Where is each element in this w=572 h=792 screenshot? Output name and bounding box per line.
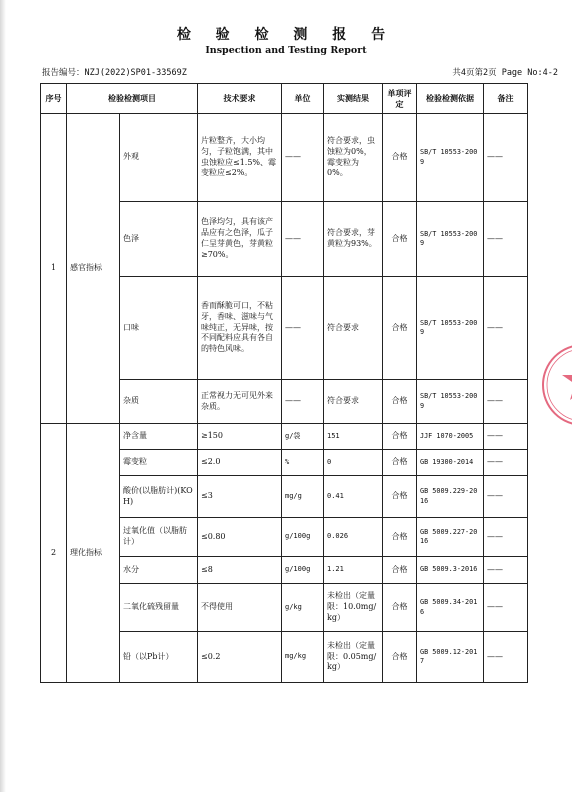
verdict-cell: 合格 xyxy=(383,632,417,683)
unit-cell: —— xyxy=(282,114,324,202)
item-name: 二氧化硫残留量 xyxy=(120,584,198,632)
verdict-cell: 合格 xyxy=(383,202,417,277)
requirement-cell: ≤2.0 xyxy=(198,450,282,476)
result-cell: 151 xyxy=(324,424,383,450)
item-name: 杂质 xyxy=(120,380,198,424)
item-name: 酸价(以脂肪计)(KOH) xyxy=(120,476,198,518)
table-row xyxy=(41,424,528,450)
report-number: 报告编号：NZJ(2022)SP01-33569Z xyxy=(42,68,187,78)
verdict-cell: 合格 xyxy=(383,450,417,476)
item-name: 净含量 xyxy=(120,424,198,450)
group-number: 1 xyxy=(41,114,67,424)
remark-cell: —— xyxy=(484,476,528,518)
basis-cell: SB/T 10553-2009 xyxy=(417,202,484,277)
item-name: 霉变粒 xyxy=(120,450,198,476)
seal-star-icon xyxy=(562,360,572,400)
requirement-cell: ≤0.80 xyxy=(198,518,282,557)
remark-cell: —— xyxy=(484,114,528,202)
unit-cell: —— xyxy=(282,277,324,380)
unit-cell: % xyxy=(282,450,324,476)
report-title-cn: 检 验 检 测 报 告 xyxy=(176,27,396,43)
col-header-requirement: 技术要求 xyxy=(198,84,282,114)
requirement-cell: ≥150 xyxy=(198,424,282,450)
result-cell: 1.21 xyxy=(324,557,383,584)
item-name: 过氧化值（以脂肪计） xyxy=(120,518,198,557)
remark-cell: —— xyxy=(484,277,528,380)
verdict-cell: 合格 xyxy=(383,557,417,584)
unit-cell: mg/kg xyxy=(282,632,324,683)
group-name: 理化指标 xyxy=(67,424,120,683)
verdict-cell: 合格 xyxy=(383,424,417,450)
basis-cell: GB 5009.12-2017 xyxy=(417,632,484,683)
remark-cell: —— xyxy=(484,450,528,476)
official-seal-stamp xyxy=(538,330,572,440)
requirement-cell: ≤0.2 xyxy=(198,632,282,683)
result-cell: 符合要求 xyxy=(324,277,383,380)
verdict-cell: 合格 xyxy=(383,518,417,557)
col-header-basis: 检验检测依据 xyxy=(417,84,484,114)
basis-cell: GB 19300-2014 xyxy=(417,450,484,476)
result-cell: 符合要求 xyxy=(324,380,383,424)
result-cell: 0.41 xyxy=(324,476,383,518)
item-name: 铅（以Pb计） xyxy=(120,632,198,683)
basis-cell: GB 5009.227-2016 xyxy=(417,518,484,557)
remark-cell: —— xyxy=(484,202,528,277)
result-cell: 未检出（定量限：10.0mg/kg） xyxy=(324,584,383,632)
remark-cell: —— xyxy=(484,380,528,424)
inspection-table xyxy=(40,83,528,683)
basis-cell: JJF 1070-2005 xyxy=(417,424,484,450)
col-header-verdict: 单项评定 xyxy=(383,84,417,114)
page-edge-shadow xyxy=(0,0,6,792)
basis-cell: GB 5009.34-2016 xyxy=(417,584,484,632)
remark-cell: —— xyxy=(484,632,528,683)
basis-cell: SB/T 10553-2009 xyxy=(417,380,484,424)
result-cell: 符合要求，芽黄粒为93%。 xyxy=(324,202,383,277)
col-header-unit: 单位 xyxy=(282,84,324,114)
requirement-cell: 片粒整齐，大小均匀，子粒饱满，其中虫蚀粒应≤1.5%、霉变粒应≤2%。 xyxy=(198,114,282,202)
page-number: 共4页第2页 Page No:4-2 xyxy=(452,68,558,78)
verdict-cell: 合格 xyxy=(383,277,417,380)
unit-cell: g/袋 xyxy=(282,424,324,450)
unit-cell: g/100g xyxy=(282,518,324,557)
group-name: 感官指标 xyxy=(67,114,120,424)
col-header-no: 序号 xyxy=(41,84,67,114)
col-header-remark: 备注 xyxy=(484,84,528,114)
requirement-cell: ≤8 xyxy=(198,557,282,584)
basis-cell: SB/T 10553-2009 xyxy=(417,114,484,202)
result-cell: 0 xyxy=(324,450,383,476)
basis-cell: GB 5009.229-2016 xyxy=(417,476,484,518)
requirement-cell: 香而酥脆可口，不粘牙，香味、滋味与气味纯正，无异味，按不同配料应具有各自的特色风味。 xyxy=(198,277,282,380)
result-cell: 0.026 xyxy=(324,518,383,557)
table-header-row xyxy=(41,84,528,114)
result-cell: 符合要求，虫蚀粒为0%，霉变粒为0%。 xyxy=(324,114,383,202)
remark-cell: —— xyxy=(484,557,528,584)
remark-cell: —— xyxy=(484,584,528,632)
item-name: 口味 xyxy=(120,277,198,380)
remark-cell: —— xyxy=(484,518,528,557)
group-number: 2 xyxy=(41,424,67,683)
table-row xyxy=(41,114,528,202)
item-name: 外观 xyxy=(120,114,198,202)
basis-cell: SB/T 10553-2009 xyxy=(417,277,484,380)
unit-cell: g/100g xyxy=(282,557,324,584)
verdict-cell: 合格 xyxy=(383,584,417,632)
unit-cell: —— xyxy=(282,202,324,277)
item-name: 水分 xyxy=(120,557,198,584)
verdict-cell: 合格 xyxy=(383,476,417,518)
item-name: 色泽 xyxy=(120,202,198,277)
col-header-item: 检验检测项目 xyxy=(67,84,198,114)
report-title-en: Inspection and Testing Report xyxy=(205,45,367,56)
requirement-cell: ≤3 xyxy=(198,476,282,518)
result-cell: 未检出（定量限：0.05mg/kg） xyxy=(324,632,383,683)
requirement-cell: 不得使用 xyxy=(198,584,282,632)
requirement-cell: 正常视力无可见外来杂质。 xyxy=(198,380,282,424)
requirement-cell: 色泽均匀，具有该产品应有之色泽，瓜子仁呈芽黄色，芽黄粒≥70%。 xyxy=(198,202,282,277)
verdict-cell: 合格 xyxy=(383,114,417,202)
verdict-cell: 合格 xyxy=(383,380,417,424)
basis-cell: GB 5009.3-2016 xyxy=(417,557,484,584)
unit-cell: g/kg xyxy=(282,584,324,632)
unit-cell: mg/g xyxy=(282,476,324,518)
unit-cell: —— xyxy=(282,380,324,424)
remark-cell: —— xyxy=(484,424,528,450)
col-header-result: 实测结果 xyxy=(324,84,383,114)
